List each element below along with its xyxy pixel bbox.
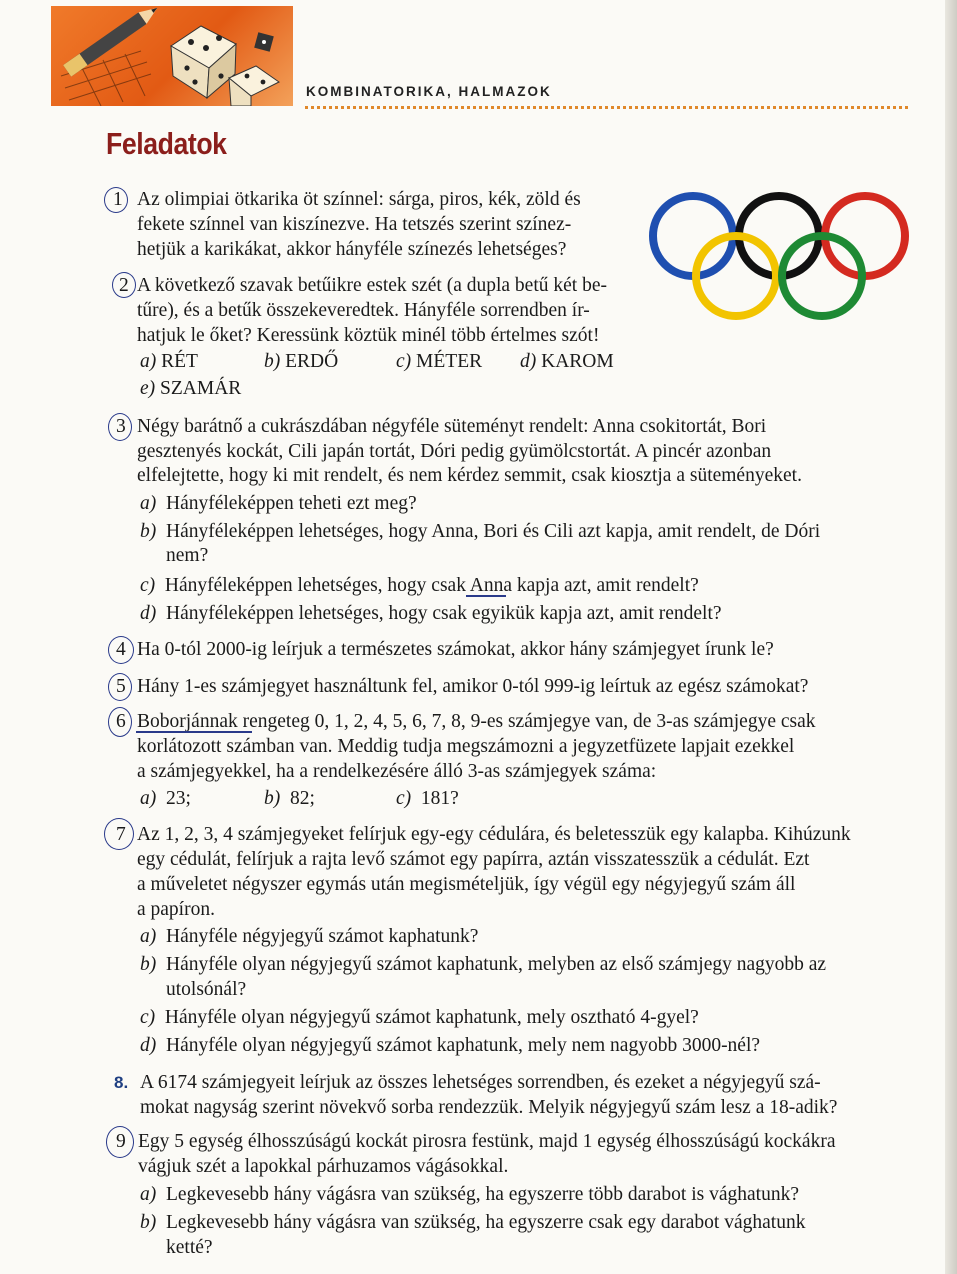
handwritten-circle-mark bbox=[108, 413, 132, 441]
option-item bbox=[140, 574, 699, 598]
option-continuation: ketté? bbox=[166, 1237, 213, 1258]
option-text: 181? bbox=[420, 788, 459, 809]
handwritten-circle-mark bbox=[108, 636, 134, 664]
option-label: c) bbox=[396, 788, 412, 809]
problem-number: 6 bbox=[116, 711, 126, 732]
pencil-dice-icon bbox=[51, 6, 293, 106]
option-text: Hányféle olyan négyjegyű számot kaphatunk, mely nem nagyobb 3000-nél? bbox=[166, 1035, 761, 1056]
option-text: Hányféle olyan négyjegyű számot kaphatunk, mely osztható 4-gyel? bbox=[164, 1007, 699, 1028]
problem-number: 5 bbox=[116, 676, 126, 697]
option-text: KAROM bbox=[541, 351, 614, 372]
option-item bbox=[140, 787, 191, 811]
problem-number: 9 bbox=[116, 1131, 126, 1152]
page-title: Feladatok bbox=[106, 126, 227, 161]
problem-number: 1 bbox=[113, 189, 123, 210]
option-label: d) bbox=[140, 603, 157, 624]
option-item bbox=[140, 925, 478, 949]
dotted-rule bbox=[305, 106, 908, 109]
handwritten-circle-mark bbox=[108, 707, 132, 737]
problem-number: 7 bbox=[116, 824, 126, 845]
problem-text-line: A 6174 számjegyeit leírjuk az összes lehetséges sorrendben, és ezeket a négyjegyű szá- bbox=[140, 1072, 821, 1093]
option-text: MÉTER bbox=[416, 351, 483, 372]
option-text: ERDŐ bbox=[285, 351, 339, 372]
handwritten-underline bbox=[136, 731, 252, 733]
option-label: b) bbox=[264, 788, 281, 809]
section-header: KOMBINATORIKA, HALMAZOK bbox=[306, 84, 552, 99]
problem-text-line: Egy 5 egység élhosszúságú kockát pirosra festünk, majd 1 egység élhosszúságú kockákra bbox=[138, 1131, 836, 1152]
option-item bbox=[140, 492, 417, 516]
problem-text-line: hetjük a karikákat, akkor hányféle színezés lehetséges? bbox=[137, 239, 567, 260]
option-label: e) bbox=[140, 378, 156, 399]
option-item bbox=[140, 1211, 805, 1235]
option-item bbox=[140, 602, 722, 626]
option-item bbox=[140, 1034, 760, 1058]
option-label: d) bbox=[520, 351, 537, 372]
problem-number: 4 bbox=[116, 639, 126, 660]
problem-text-line: Négy barátnő a cukrászdában négyféle süteményt rendelt: Anna csokitortát, Bori bbox=[137, 416, 767, 437]
handwritten-circle-mark bbox=[112, 272, 136, 298]
problem-text-line: fekete színnel van kiszínezve. Ha tetszés szerint színez- bbox=[137, 214, 572, 235]
option-text: Hányféle olyan négyjegyű számot kaphatunk, melyben az első számjegy nagyobb az bbox=[166, 954, 827, 975]
handwritten-circle-mark bbox=[108, 673, 132, 701]
option-item bbox=[140, 1006, 699, 1030]
handwritten-circle-mark bbox=[104, 187, 128, 213]
option-item bbox=[140, 520, 820, 544]
handwritten-circle-mark bbox=[106, 1126, 134, 1158]
problem-text-line: a műveletet négyszer egymás után megismételjük, így végül egy négyjegyű szám áll bbox=[137, 874, 796, 895]
option-label: a) bbox=[140, 926, 157, 947]
option-text: Legkevesebb hány vágásra van szükség, ha egyszerre több darabot is vághatunk? bbox=[166, 1184, 799, 1205]
option-text: Legkevesebb hány vágásra van szükség, ha egyszerre csak egy darabot vághatunk bbox=[166, 1212, 806, 1233]
option-item bbox=[264, 787, 315, 811]
problem-text-line: Ha 0-tól 2000-ig leírjuk a természetes számokat, akkor hány számjegyet írunk le? bbox=[137, 639, 774, 660]
option-item bbox=[140, 1183, 799, 1207]
problem-text-line: egy cédulát, felírjuk a rajta levő számot egy papírra, aztán visszatesszük a cédulát. Ezt bbox=[137, 849, 810, 870]
option-label: a) bbox=[140, 493, 157, 514]
problem-text-line: elfelejtette, hogy ki mit rendelt, és nem kérdez semmit, csak kiosztja a süteményeket. bbox=[137, 465, 802, 486]
option-label: b) bbox=[140, 954, 157, 975]
problem-text-line: Az 1, 2, 3, 4 számjegyeket felírjuk egy-egy cédulára, és beletesszük egy kalapba. Kihúzunk bbox=[137, 824, 851, 845]
problem-text-line: a számjegyekkel, ha a rendelkezésére álló 3-as számjegyek száma: bbox=[137, 761, 657, 782]
option-text: Hányféleképpen lehetséges, hogy csak Anna kapja azt, amit rendelt? bbox=[164, 575, 699, 596]
option-text: 82; bbox=[290, 788, 315, 809]
problem-number: 2 bbox=[119, 275, 129, 296]
option-item bbox=[396, 350, 482, 374]
option-label: a) bbox=[140, 351, 157, 372]
problem-text-line: korlátozott számban van. Meddig tudja megszámozni a jegyzetfüzete lapjait ezekkel bbox=[137, 736, 795, 757]
option-item bbox=[140, 953, 826, 977]
banner-illustration bbox=[51, 6, 293, 106]
problem-number: 3 bbox=[116, 416, 126, 437]
option-label: c) bbox=[140, 575, 156, 596]
problem-text-line: Hány 1-es számjegyet használtunk fel, amikor 0-tól 999-ig leírtuk az egész számokat? bbox=[137, 676, 809, 697]
option-text: SZAMÁR bbox=[160, 378, 242, 399]
option-text: 23; bbox=[166, 788, 191, 809]
option-label: b) bbox=[140, 1212, 157, 1233]
olympic-rings-icon bbox=[646, 186, 911, 326]
problem-text-line: hatjuk le őket? Keressünk köztük minél több értelmes szót! bbox=[137, 325, 600, 346]
option-item bbox=[140, 377, 241, 401]
option-text: Hányféleképpen teheti ezt meg? bbox=[166, 493, 417, 514]
problem-text-line: mokat nagyság szerint növekvő sorba rendezzük. Melyik négyjegyű szám lesz a 18-adik? bbox=[140, 1097, 838, 1118]
option-item bbox=[140, 350, 198, 374]
option-continuation: nem? bbox=[166, 545, 209, 566]
problem-text-line: gesztenyés kockát, Cili japán tortát, Dóri pedig gyümölcstortát. A pincér azonban bbox=[137, 441, 772, 462]
problem-text-line: Boborjánnak rengeteg 0, 1, 2, 4, 5, 6, 7, 8, 9-es számjegye van, de 3-as számjegye csak bbox=[137, 711, 816, 732]
option-label: b) bbox=[140, 521, 157, 542]
option-label: b) bbox=[264, 351, 281, 372]
problem-text-line: A következő szavak betűikre estek szét (a dupla betű két be- bbox=[137, 275, 607, 296]
option-label: c) bbox=[396, 351, 412, 372]
option-item bbox=[396, 787, 459, 811]
option-continuation: utolsónál? bbox=[166, 979, 247, 1000]
problem-text-line: a papíron. bbox=[137, 899, 215, 920]
problem-text-line: tűre), és a betűk összekeveredtek. Hányféle sorrendben ír- bbox=[137, 300, 590, 321]
option-text: RÉT bbox=[161, 351, 198, 372]
option-item bbox=[264, 350, 338, 374]
option-text: Hányféle négyjegyű számot kaphatunk? bbox=[166, 926, 479, 947]
option-item bbox=[520, 350, 614, 374]
problem-text-line: vágjuk szét a lapokkal párhuzamos vágásokkal. bbox=[138, 1156, 509, 1177]
option-label: a) bbox=[140, 1184, 157, 1205]
option-label: c) bbox=[140, 1007, 156, 1028]
problem-text-line: Az olimpiai ötkarika öt színnel: sárga, piros, kék, zöld és bbox=[137, 189, 581, 210]
handwritten-circle-mark bbox=[104, 818, 134, 850]
option-text: Hányféleképpen lehetséges, hogy csak egyikük kapja azt, amit rendelt? bbox=[166, 603, 722, 624]
page-edge-shadow bbox=[945, 0, 957, 1274]
problem-number: 8. bbox=[114, 1073, 129, 1092]
option-text: Hányféleképpen lehetséges, hogy Anna, Bori és Cili azt kapja, amit rendelt, de Dóri bbox=[166, 521, 821, 542]
handwritten-underline bbox=[466, 595, 506, 597]
option-label: d) bbox=[140, 1035, 157, 1056]
option-label: a) bbox=[140, 788, 157, 809]
